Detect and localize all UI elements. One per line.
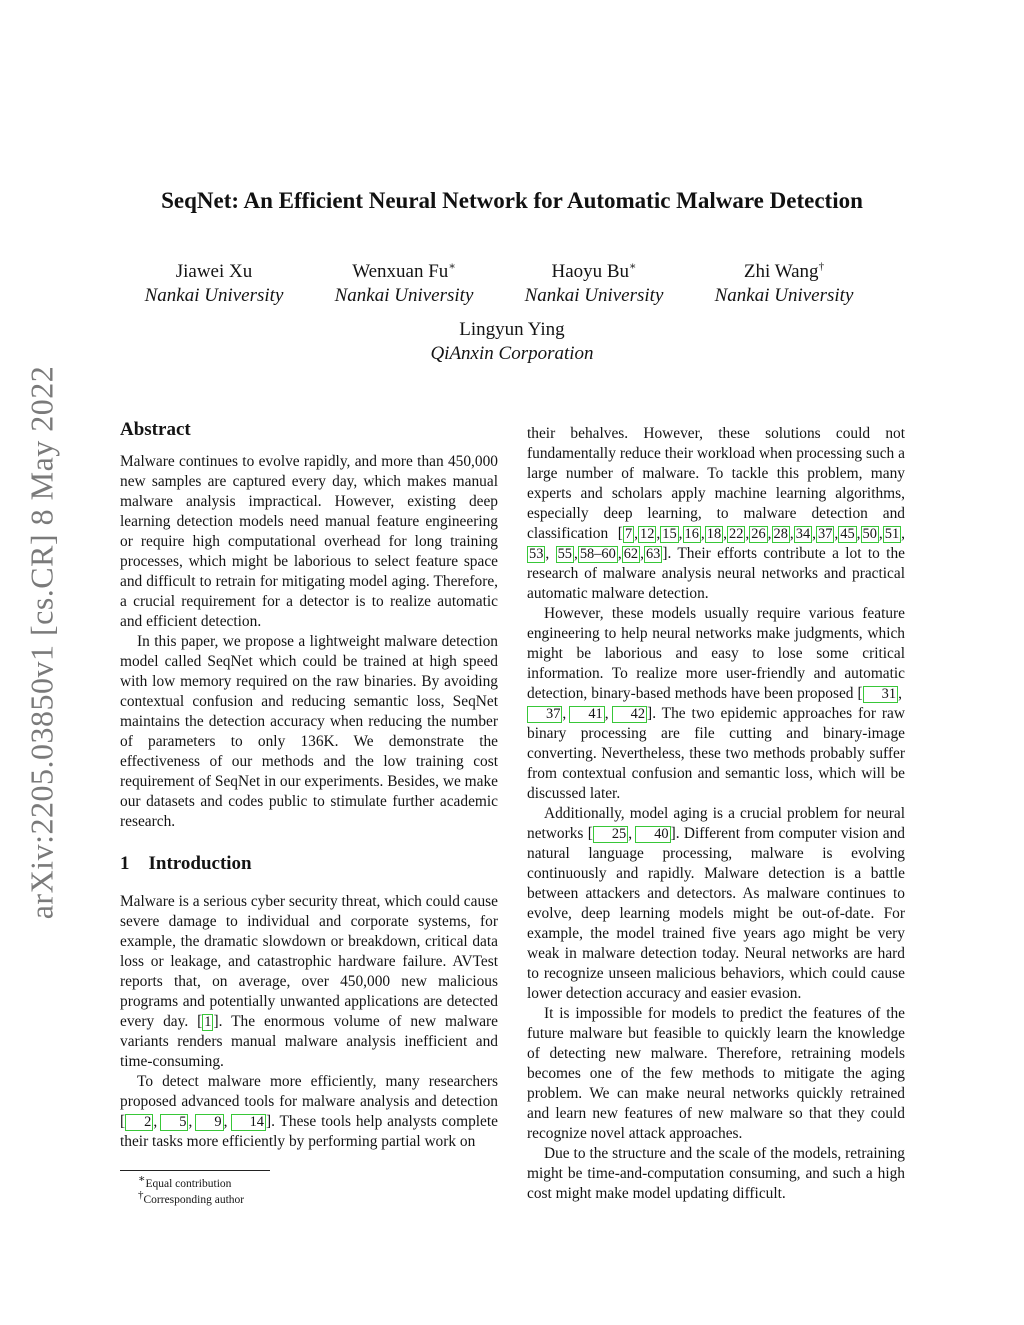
citation-link[interactable]: 55 bbox=[557, 546, 572, 562]
citation-link[interactable]: 45 bbox=[840, 526, 855, 542]
citation-link[interactable]: 28 bbox=[773, 526, 788, 542]
citation-link[interactable]: 14 bbox=[231, 1114, 266, 1131]
citation-link[interactable]: 58–60 bbox=[579, 546, 616, 562]
citation-link[interactable]: 40 bbox=[635, 826, 670, 843]
author-mark: ∗ bbox=[629, 260, 637, 273]
section-title: Introduction bbox=[148, 853, 252, 874]
right-column bbox=[527, 424, 905, 1204]
citation-link[interactable]: 42 bbox=[612, 706, 647, 723]
body-paragraph: their behalves. However, these solutions could not fundamentally reduce their workload when processing such a large number of malware. To tackle this problem, many experts and scholars apply machine learning algorithms, especially deep learning, to malware detection and classification [ 7 , 12 , 15 , 16 , 18 , 22 , 26 , 28 , 34 , 37 , 45 , 50 , 51 ,53 , 55 , 58–60 , 62 , 63 ]. Their efforts contribute a lot to the research of malware analysis neural networks and practical automatic malware detection. bbox=[527, 425, 905, 602]
citation-link[interactable]: 12 bbox=[640, 526, 655, 542]
citation-link[interactable]: 50 bbox=[862, 526, 877, 542]
left-column bbox=[120, 420, 498, 1152]
abstract-heading: Abstract bbox=[120, 419, 191, 440]
author-name: Zhi Wang bbox=[743, 261, 819, 282]
author-block bbox=[314, 260, 494, 308]
footnote: †Corresponding author bbox=[138, 1189, 245, 1206]
author-affiliation: Nankai University bbox=[334, 285, 474, 306]
citation-link[interactable]: 9 bbox=[195, 1114, 223, 1131]
author-block bbox=[694, 260, 874, 308]
author-block bbox=[504, 260, 684, 308]
section-heading bbox=[120, 854, 498, 874]
footnotes bbox=[120, 1170, 498, 1208]
author-affiliation: Nankai University bbox=[524, 285, 664, 306]
author-mark: † bbox=[818, 260, 825, 273]
citation-link[interactable]: 22 bbox=[729, 526, 744, 542]
citation-link[interactable]: 53 bbox=[529, 546, 544, 562]
citation-link[interactable]: 5 bbox=[160, 1114, 188, 1131]
body-paragraph: Additionally, model aging is a crucial problem for neural networks [ 25 , 40 ]. Different from computer vision and natural language processing, malware is evolving continuously and rapidly. Malware detection is a battle between attackers and detectors. As malware continues to evolve, deep learning models might be out-of-date. For example, the model trained five years ago might be very weak in malware detection today. Neural networks are hard to recognize unseen malicious behaviors, which could cause lower detection accuracy and easier evasion. bbox=[527, 805, 905, 1002]
citation-link[interactable]: 62 bbox=[623, 546, 639, 562]
citation-link[interactable]: 41 bbox=[569, 706, 604, 723]
author-block bbox=[412, 318, 612, 366]
author-affiliation: Nankai University bbox=[714, 285, 854, 306]
citation-link[interactable]: 34 bbox=[795, 526, 811, 542]
author-affiliation: Nankai University bbox=[144, 285, 284, 306]
citation-link[interactable]: 63 bbox=[645, 546, 661, 562]
author-block bbox=[124, 260, 304, 308]
abstract-paragraph: In this paper, we propose a lightweight malware detection model called SeqNet which could be trained at high speed with low memory required on the raw binaries. By avoiding contextual confusion and reducing semantic loss, SeqNet maintains the detection accuracy when reducing the number of parameters to only 136K. We demonstrate the effectiveness of our methods and the low training cost requirement of SeqNet in our experiments. Besides, we make our datasets and codes public to stimulate further academic research. bbox=[120, 633, 498, 830]
citation-link[interactable]: 16 bbox=[684, 526, 699, 542]
author-name: Jiawei Xu bbox=[175, 261, 253, 282]
citation-link[interactable]: 51 bbox=[884, 526, 900, 542]
citation-link[interactable]: 18 bbox=[706, 526, 722, 542]
author-mark: ∗ bbox=[448, 260, 456, 273]
body-paragraph: To detect malware more efficiently, many researchers proposed advanced tools for malware analysis and detection [ 2 , 5 , 9 , 14 ]. These tools help analysts complete their tasks more efficiently by performing partial work on bbox=[120, 1073, 498, 1150]
body-paragraph: Due to the structure and the scale of the models, retraining might be time-and-computation consuming, and such a high cost might make model updating difficult. bbox=[527, 1145, 905, 1202]
citation-link[interactable]: 2 bbox=[125, 1114, 153, 1131]
citation-link[interactable]: 31 bbox=[863, 686, 898, 703]
citation-link[interactable]: 25 bbox=[593, 826, 628, 843]
body-paragraph: Malware is a serious cyber security threat, which could cause severe damage to individual and corporate systems, for example, the dramatic slowdown or breakdown, critical data loss or leakage, and catastrophic hardware failure. AVTest reports that, on average, over 450,000 new malicious programs and potentially unwanted applications are detected every day. [ 1 ]. The enormous volume of new malware variants renders manual malware analysis inefficient and time-consuming. bbox=[120, 893, 498, 1070]
citation-link[interactable]: 7 bbox=[624, 526, 633, 542]
body-paragraph: However, these models usually require various feature engineering to help neural networks make judgments, which might be laborious and easy to lose some critical information. To realize more user-friendly and automatic detection, binary-based methods have been proposed [ 31 , 37 , 41 , 42 ]. The two epidemic approaches for raw binary processing are file cutting and binary-image converting. Nevertheless, these two methods probably suffer from contextual confusion and semantic loss, which will be discussed later. bbox=[527, 605, 905, 802]
footnote: ∗Equal contribution bbox=[138, 1173, 232, 1190]
paper-title: SeqNet: An Efficient Neural Network for Automatic Malware Detection bbox=[161, 188, 863, 213]
citation-link[interactable]: 15 bbox=[662, 526, 677, 542]
arxiv-side-stamp: arXiv:2205.03850v1 [cs.CR] 8 May 2022 bbox=[23, 365, 60, 919]
author-name: Lingyun Ying bbox=[459, 319, 565, 340]
author-name: Wenxuan Fu bbox=[352, 261, 449, 282]
footnote-rule bbox=[120, 1170, 270, 1171]
citation-link[interactable]: 26 bbox=[751, 526, 766, 542]
section-number: 1 bbox=[120, 853, 130, 874]
citation-link[interactable]: 37 bbox=[818, 526, 833, 542]
citation-link[interactable]: 1 bbox=[204, 1014, 212, 1030]
author-name: Haoyu Bu bbox=[551, 261, 630, 282]
abstract-paragraph: Malware continues to evolve rapidly, and more than 450,000 new samples are captured every day, which makes manual malware analysis impractical. However, existing deep learning detection models need manual feature engineering or require high computational overhead for long training processes, which might be laborious to select feature space and difficult to retrain for mitigating model aging. Therefore, a crucial requirement for a detector is to realize automatic and efficient detection. bbox=[120, 453, 498, 630]
citation-link[interactable]: 37 bbox=[527, 706, 562, 723]
author-affiliation: QiAnxin Corporation bbox=[430, 343, 594, 364]
body-paragraph: It is impossible for models to predict the features of the future malware but feasible to quickly learn the knowledge of detecting new malware. Therefore, retraining models becomes one of the few methods to mitigate the aging problem. We can make neural networks quickly retrained and learn new features of new malware so that they could recognize novel attack approaches. bbox=[527, 1005, 905, 1142]
